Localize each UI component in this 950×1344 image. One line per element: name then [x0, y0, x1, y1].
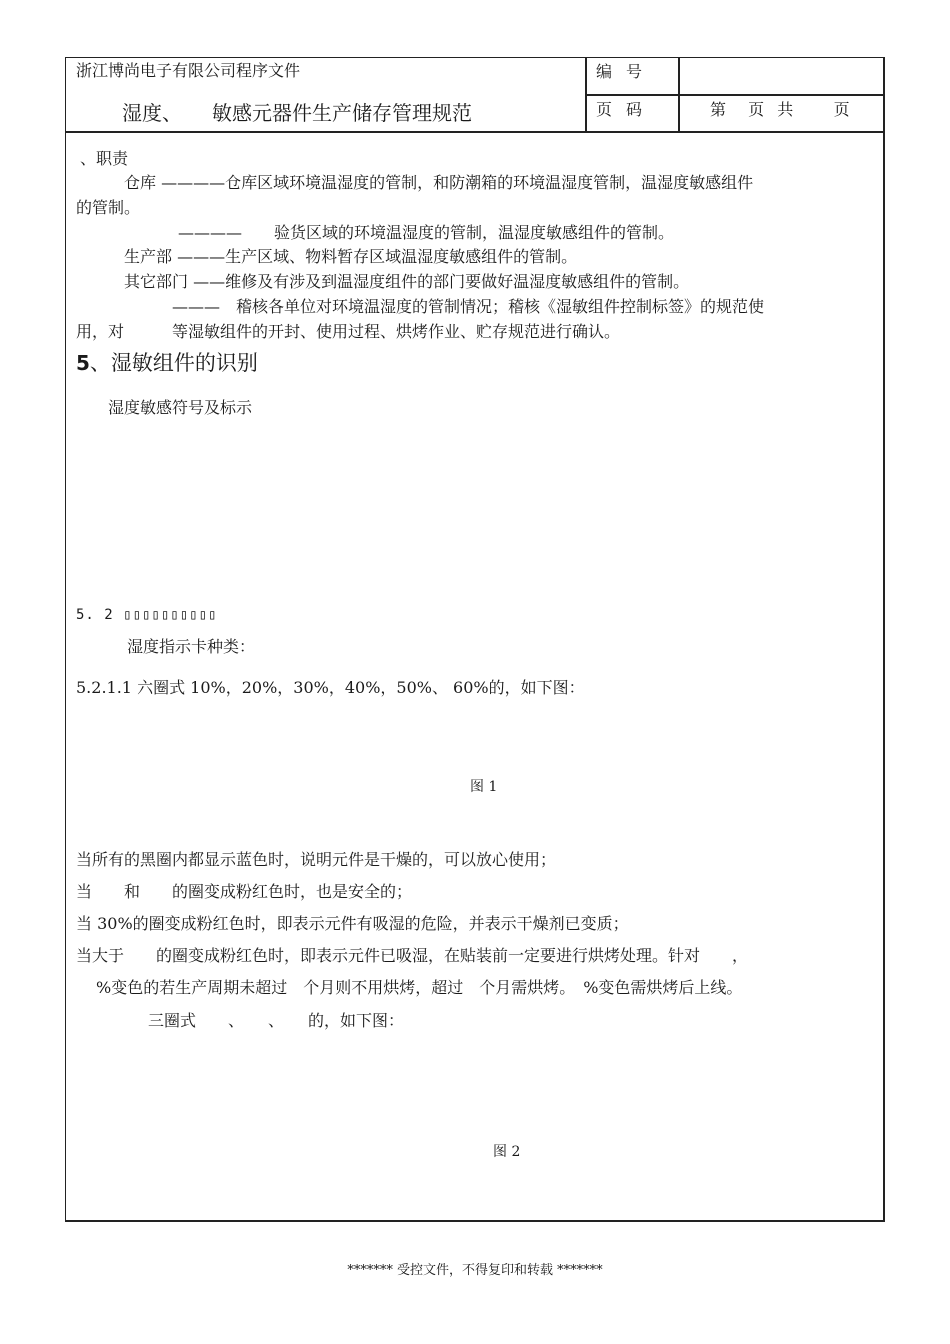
document-title: 湿度、 敏感元器件生产储存管理规范 [122, 101, 472, 125]
paragraph-bake-line1: 当大于 的圈变成粉红色时，即表示元件已吸湿，在贴装前一定要进行烘烤处理。针对 ， [76, 946, 749, 965]
header-col-divider-2 [678, 57, 680, 132]
paragraph-safe: 当 和 的圈变成粉红色时，也是安全的； [76, 882, 413, 901]
page-number: 第 页 共 页 [710, 100, 854, 119]
duty-other: 其它部门 ——维修及有涉及到温湿度组件的部门要做好温湿度敏感组件的管制。 [124, 272, 690, 291]
six-ring-description: 5.2.1.1 六圈式 10%，20%，30%，40%，50%、 60%的，如下图： [76, 678, 585, 697]
code-label: 编号 [596, 62, 657, 81]
paragraph-bake-line2: %变色的若生产周期未超过 个月则不用烘烤，超过 个月需烘烤。 %变色需烘烤后上线。 [96, 978, 743, 997]
symbol-label: 湿度敏感符号及标示 [108, 398, 253, 417]
duty-warehouse-line1: 仓库 ————仓库区域环境温湿度的管制，和防潮箱的环境温湿度管制，温湿度敏感组件 [124, 173, 754, 192]
duties-heading: 、职责 [80, 149, 129, 168]
header-row-divider [585, 94, 885, 96]
header-bottom-border [65, 131, 885, 133]
duty-production: 生产部 ———生产区域、物料暂存区域温湿度敏感组件的管制。 [124, 247, 578, 266]
controlled-document-footer: ******* 受控文件，不得复印和转载 ******* [347, 1263, 603, 1278]
figure-2-caption: 图 2 [493, 1144, 521, 1160]
section-5-number: 5 [76, 351, 90, 375]
paragraph-30-percent: 当 30%的圈变成粉红色时，即表示元件有吸湿的危险，并表示干燥剂已变质； [76, 914, 629, 933]
duty-audit-line2: 用，对 等湿敏组件的开封、使用过程、烘烤作业、贮存规范进行确认。 [76, 322, 621, 341]
duty-warehouse-line2: 的管制。 [76, 198, 141, 217]
duty-audit-line1: ——— 稽核各单位对环境温湿度的管制情况；稽核《湿敏组件控制标签》的规范使 [172, 297, 765, 316]
paragraph-all-blue: 当所有的黑圈内都显示蓝色时，说明元件是干燥的，可以放心使用； [76, 850, 557, 869]
header-col-divider-1 [585, 57, 587, 132]
company-name: 浙江博尚电子有限公司程序文件 [76, 61, 301, 80]
card-types-label: 湿度指示卡种类： [127, 637, 256, 656]
figure-1-caption: 图 1 [470, 779, 498, 795]
section-5-title: 、湿敏组件的识别 [89, 351, 258, 375]
page-label: 页码 [596, 100, 657, 119]
subsection-5-2: 5. 2 ▯▯▯▯▯▯▯▯▯▯ [76, 607, 218, 623]
section-5-heading [76, 350, 258, 376]
three-ring-description: 三圈式 、 、 的，如下图： [148, 1011, 405, 1030]
duty-inspection: ———— 验货区域的环境温湿度的管制，温湿度敏感组件的管制。 [178, 223, 675, 242]
